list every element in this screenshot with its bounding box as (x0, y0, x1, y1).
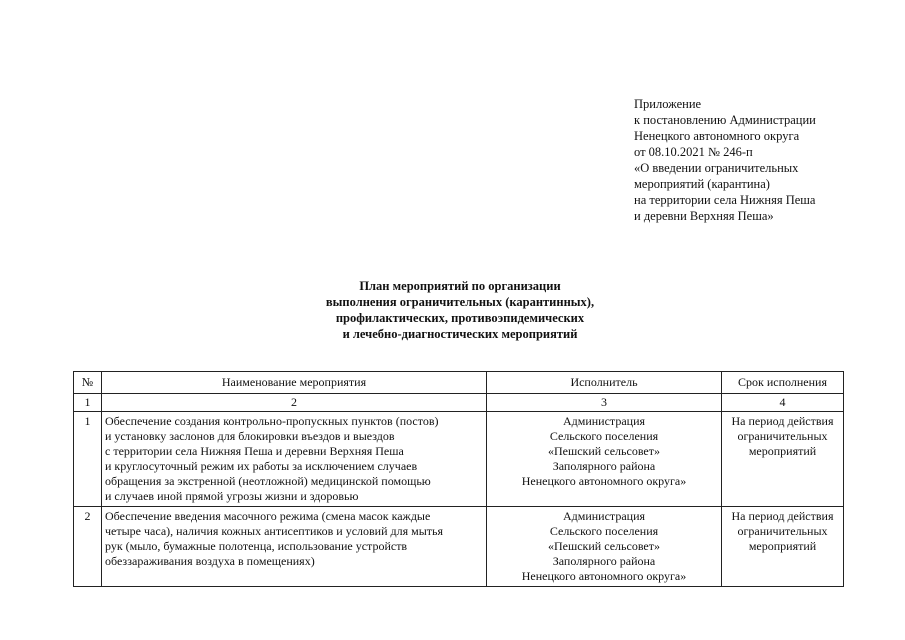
executor-line: Сельского поселения (549, 524, 659, 538)
document-title (180, 278, 740, 342)
measure-name-line: четыре часа), наличия кожных антисептиков и условий для мытья (105, 524, 444, 538)
title-line: План мероприятий по организации (359, 279, 561, 293)
column-number: 3 (487, 394, 722, 412)
measure-name-cell (102, 412, 487, 507)
measure-name-line: и установку заслонов для блокировки въездов и выездов (105, 429, 395, 443)
appendix-line: на территории села Нижняя Пеша (634, 193, 816, 207)
appendix-line: мероприятий (карантина) (634, 177, 770, 191)
appendix-line: и деревни Верхняя Пеша» (634, 209, 774, 223)
header-number: № (74, 372, 102, 394)
header-deadline: Срок исполнения (722, 372, 844, 394)
title-line: профилактических, противоэпидемических (335, 311, 585, 325)
executor-line: Заполярного района (552, 459, 656, 473)
header-executor: Исполнитель (487, 372, 722, 394)
table-row (74, 412, 844, 507)
deadline-cell (722, 507, 844, 587)
measure-name-cell (102, 507, 487, 587)
appendix-line: «О введении ограничительных (634, 161, 799, 175)
appendix-line: от 08.10.2021 № 246-п (634, 145, 753, 159)
executor-cell (487, 412, 722, 507)
deadline-line: ограничительных (737, 429, 828, 443)
column-number-row (74, 394, 844, 412)
executor-line: «Пешский сельсовет» (548, 444, 660, 458)
deadline-line: На период действия (731, 414, 834, 428)
table-row (74, 507, 844, 587)
measures-table (73, 371, 844, 587)
executor-line: Администрация (562, 414, 646, 428)
row-number: 1 (74, 412, 102, 507)
executor-line: «Пешский сельсовет» (548, 539, 660, 553)
executor-line: Сельского поселения (549, 429, 659, 443)
executor-line: Ненецкого автономного округа» (521, 474, 687, 488)
title-line: и лечебно-диагностических мероприятий (342, 327, 578, 341)
appendix-line: Ненецкого автономного округа (634, 129, 800, 143)
measure-name-line: обращения за экстренной (неотложной) медицинской помощью (105, 474, 431, 488)
title-line: выполнения ограничительных (карантинных), (325, 295, 595, 309)
deadline-cell (722, 412, 844, 507)
measure-name-line: Обеспечение введения масочного режима (смена масок каждые (105, 509, 431, 523)
executor-line: Ненецкого автономного округа» (521, 569, 687, 583)
appendix-block (634, 96, 894, 224)
deadline-line: ограничительных (737, 524, 828, 538)
header-measure-name: Наименование мероприятия (102, 372, 487, 394)
row-number: 2 (74, 507, 102, 587)
executor-line: Заполярного района (552, 554, 656, 568)
column-number: 1 (74, 394, 102, 412)
measure-name-line: обеззараживания воздуха в помещениях) (105, 554, 315, 568)
measure-name-line: и круглосуточный режим их работы за исключением случаев (105, 459, 418, 473)
deadline-line: мероприятий (748, 539, 817, 553)
deadline-line: На период действия (731, 509, 834, 523)
appendix-line: Приложение (634, 97, 702, 111)
column-number: 2 (102, 394, 487, 412)
measure-name-line: и случаев иной прямой угрозы жизни и здоровью (105, 489, 359, 503)
table-header-row (74, 372, 844, 394)
deadline-line: мероприятий (748, 444, 817, 458)
measure-name-line: рук (мыло, бумажные полотенца, использование устройств (105, 539, 408, 553)
executor-cell (487, 507, 722, 587)
executor-line: Администрация (562, 509, 646, 523)
column-number: 4 (722, 394, 844, 412)
appendix-line: к постановлению Администрации (634, 113, 816, 127)
measure-name-line: Обеспечение создания контрольно-пропускных пунктов (постов) (105, 414, 439, 428)
measure-name-line: с территории села Нижняя Пеша и деревни Верхняя Пеша (105, 444, 404, 458)
